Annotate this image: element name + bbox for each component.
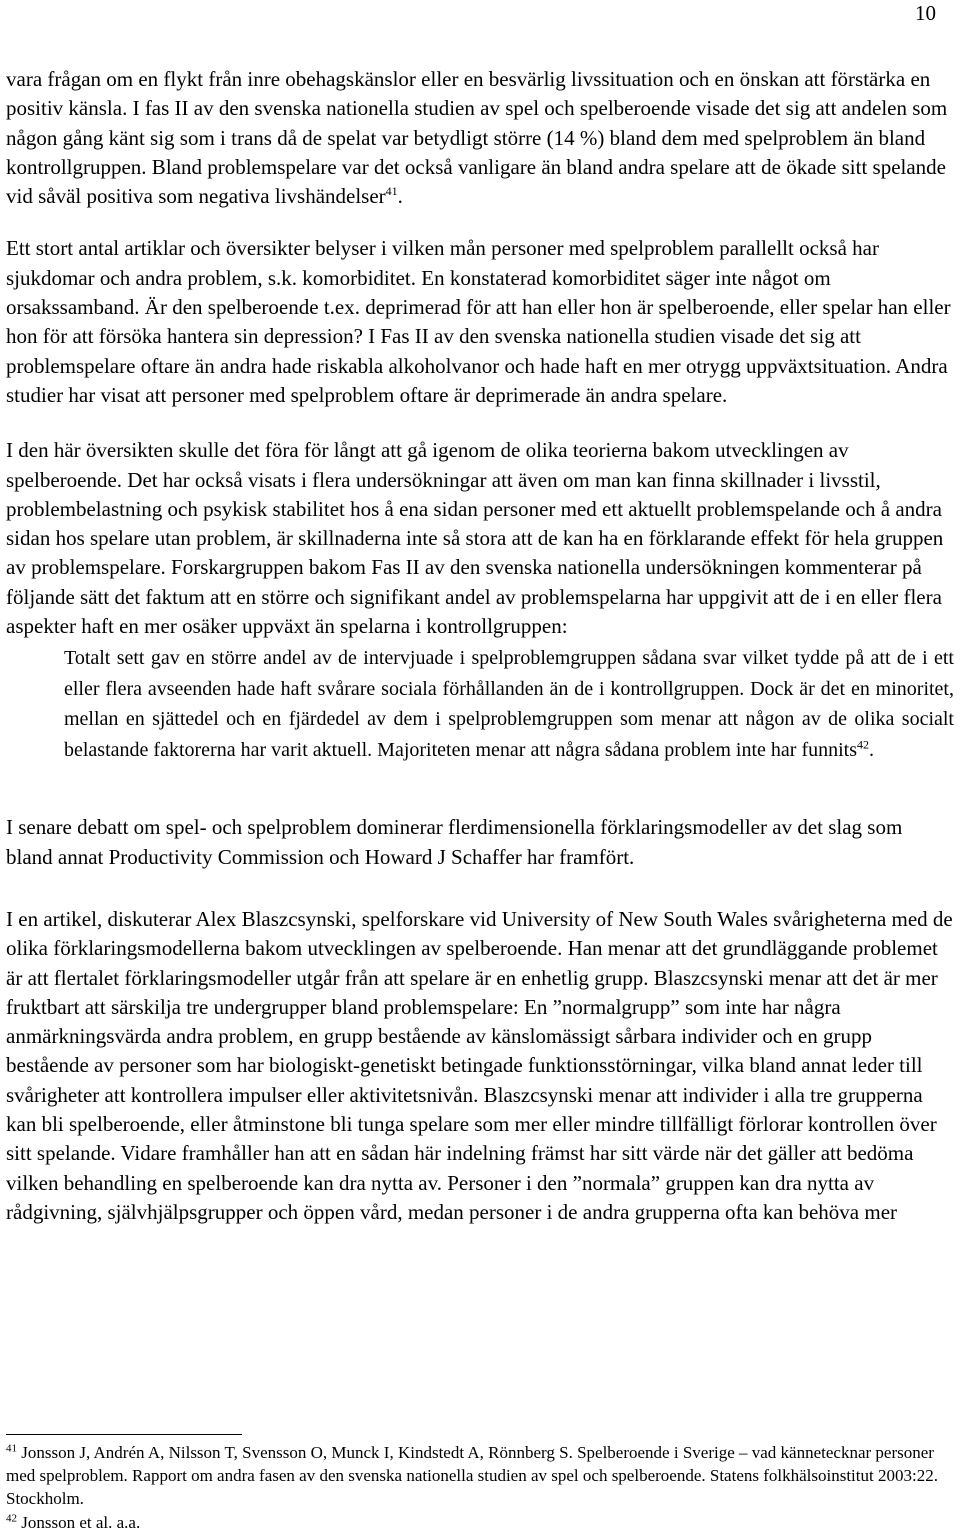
paragraph-comorbidity: Ett stort antal artiklar och översikter belyser i vilken mån personer med spelproblem parallellt också har sjukdomar och andra problem, s.k. komorbiditet. En konstaterad komorbiditet säger inte något om orsakssamband. Är den spelberoende t.ex. deprimerad för att han eller hon är spelberoende, eller spelar han eller hon för att försöka hantera sin depression? I Fas II av den svenska nationella studien visade det sig att problemspelare oftare än andra hade riskabla alkoholvanor och hade haft en mer otrygg uppväxtsituation. Andra studier har visat att personer med spelproblem oftare är deprimerade än andra spelare. — [6, 236, 951, 407]
quote-text-end: . — [869, 738, 875, 761]
footnote-ref-42[interactable]: 42 — [857, 737, 870, 752]
footnotes — [6, 1441, 954, 1534]
footnote-text: Jonsson et al. a.a. — [21, 1512, 141, 1532]
paragraph-trans-experience — [6, 65, 954, 211]
main-text — [6, 65, 954, 1252]
footnote-text: Jonsson J, Andrén A, Nilsson T, Svensson O, Munck I, Kindstedt A, Rönnberg S. Spelberoende i Sverige – vad kännetecknar personer med spelproblem. Rapport om andra fasen av den svenska nationella studien av spel och spelberoende. Statens folkhälsoinstitut 2003:22. Stockholm. — [6, 1443, 938, 1509]
footnote-41 — [6, 1441, 954, 1511]
footnote-number: 41 — [6, 1442, 17, 1455]
block-quote — [64, 643, 954, 765]
footnote-divider — [6, 1434, 242, 1435]
footnote-ref-41[interactable]: 41 — [385, 184, 398, 199]
paragraph-debate: I senare debatt om spel- och spelproblem dominerar flerdimensionella förklaringsmodeller av det slag som bland annat Productivity Commission och Howard J Schaffer har framfört. — [6, 815, 903, 869]
footnote-number: 42 — [6, 1511, 17, 1524]
paragraph-text-end: . — [397, 184, 403, 209]
footnote-42 — [6, 1511, 954, 1534]
paragraph-blaszcsynski: I en artikel, diskuterar Alex Blaszcsynski, spelforskare vid University of New South Wales svårigheterna med de olika förklaringsmodellerna bakom utvecklingen av spelberoende. Han menar att det grundläggande problemet är att flertalet förklaringsmodeller utgår från att spelare är en enhetlig grupp. Blaszcsynski menar att det är mer fruktbart att särskilja tre undergrupper bland problemspelare: En ”normalgrupp” som inte har några anmärkningsvärda andra problem, en grupp bestående av känslomässigt sårbara individer och en grupp bestående av personer som har biologiskt-genetiskt betingade funktionsstörningar, vilka bland annat leder till svårigheter att kontrollera impulser eller aktivitetsnivån. Blaszcsynski menar att individer i alla tre grupperna kan bli spelberoende, eller åtminstone bli tunga spelare som mer eller mindre tillfälligt förlorar kontrollen över sitt spelande. Vidare framhåller han att en sådan här indelning främst har sitt värde när det gäller att bedöma vilken behandling en spelberoende kan dra nytta av. Personer i den ”normala” gruppen kan dra nytta av rådgivning, självhjälpsgrupper och öppen vård, medan personer i de andra grupperna ofta kan behöva mer — [6, 906, 953, 1224]
quote-text: Totalt sett gav en större andel av de intervjuade i spelproblemgruppen sådana svar vilket tydde på att de i ett eller flera avseenden hade haft svårare sociala förhållanden än de i kontrollgruppen. Dock är det en minoritet, mellan en sjättedel och en fjärdedel av dem i spelproblemgruppen som menar att någon av de olika socialt belastande faktorerna har varit aktuell. Majoriteten menar att några sådana problem inte har funnits — [64, 647, 954, 761]
paragraph-theories: I den här översikten skulle det föra för långt att gå igenom de olika teorierna bakom utvecklingen av spelberoende. Det har också visats i flera undersökningar att även om man kan finna skillnader i livsstil, problembelastning och psykisk stabilitet hos å ena sidan personer med ett aktuellt problemspelande och å andra sidan hos spelare utan problem, är skillnaderna inte så stora att de kan ha en förklarande effekt för hela gruppen av problemspelare. Forskargruppen bakom Fas II av den svenska nationella undersökningen kommenterar på följande sätt det faktum att en större och signifikant andel av problemspelarna har uppgivit att de i en eller flera aspekter haft en mer osäker uppväxt än spelarna i kontrollgruppen: — [6, 438, 944, 639]
page-number: 10 — [915, 1, 936, 25]
paragraph-text: vara frågan om en flykt från inre obehagskänslor eller en besvärlig livssituation och en önskan att förstärka en positiv känsla. I fas II av den svenska nationella studien av spel och spelberoende visade det sig att andelen som någon gång känt sig som i trans då de spelat var betydligt större (14 %) bland dem med spelproblem än bland kontrollgruppen. Bland problemspelare var det också vanligare än bland andra spelare att de ökade sitt spelande vid såväl positiva som negativa livshändelser — [6, 67, 948, 209]
